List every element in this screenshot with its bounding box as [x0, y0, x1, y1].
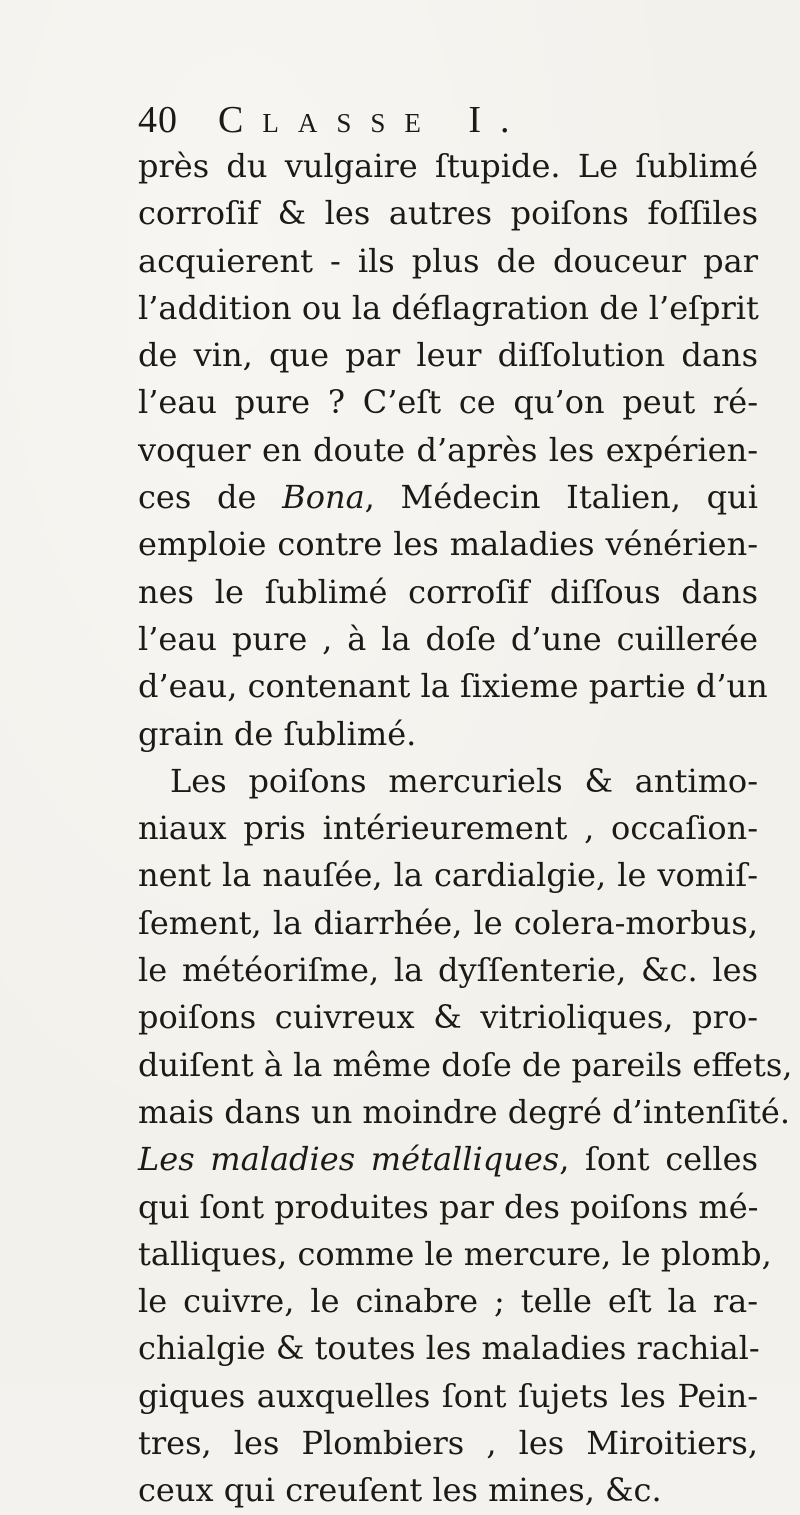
text-segment: chialgie & toutes les maladies rachial-: [138, 1329, 760, 1368]
text-line: [138, 1136, 758, 1183]
text-line: [138, 805, 758, 852]
text-line: [138, 1420, 758, 1467]
text-segment: près du vulgaire ſtupide. Le ſublimé: [138, 147, 758, 185]
text-line: [138, 900, 758, 947]
text-line: [138, 474, 758, 521]
text-line: [138, 238, 758, 285]
page-number: 40: [138, 99, 178, 141]
text-segment: l’eau pure , à la doſe d’une cuillerée: [138, 619, 758, 658]
text-line: [138, 758, 758, 805]
text-segment: niaux pris intérieurement , occaſion-: [138, 809, 758, 848]
text-segment: talliques, comme le mercure, le plomb,: [138, 1234, 772, 1273]
text-segment: ſement, la diarrhée, le colera-morbus,: [138, 903, 758, 942]
text-segment: d’eau, contenant la ſixieme partie d’un: [138, 667, 768, 706]
text-line: [138, 1325, 758, 1372]
text-line: [138, 143, 758, 190]
text-segment: le météoriſme, la dyſſenterie, &c. les: [138, 951, 758, 990]
text-line: [138, 285, 758, 332]
text-segment: ceux qui creuſent les mines, &c.: [138, 1471, 662, 1510]
text-segment: poiſons cuivreux & vitrioliques, pro-: [138, 998, 758, 1037]
text-segment: qui ſont produites par des poiſons mé-: [138, 1187, 759, 1226]
text-segment: voquer en doute d’après les expérien-: [138, 430, 758, 469]
body-text: [138, 143, 793, 1515]
text-segment: tres, les Plombiers , les Miroitiers,: [138, 1424, 758, 1463]
text-segment: l’eau pure ? C’eſt ce qu’on peut ré-: [138, 383, 758, 422]
text-line: [138, 663, 768, 710]
text-line: [138, 852, 758, 899]
text-line: [138, 1278, 758, 1325]
text-segment: grain de ſublimé.: [138, 714, 417, 753]
italic-text-segment: Les maladies métalliques: [138, 1140, 560, 1179]
running-head: Classe I.: [218, 99, 529, 141]
text-segment: giques auxquelles ſont ſujets les Pein-: [138, 1376, 758, 1415]
text-line: [138, 569, 758, 616]
text-line: [138, 521, 758, 568]
text-line: [138, 190, 758, 237]
text-line: [138, 947, 758, 994]
text-line: [138, 427, 758, 474]
text-segment: nent la nauſée, la cardialgie, le vomiſ-: [138, 856, 758, 895]
text-line: [138, 711, 758, 758]
text-segment: acquierent - ils plus de douceur par: [138, 241, 758, 280]
text-line: [138, 1467, 758, 1514]
text-segment: mais dans un moindre degré d’intenſité.: [138, 1092, 791, 1131]
text-line: [138, 994, 758, 1041]
text-line: [138, 1231, 772, 1278]
italic-text-segment: Bona: [282, 478, 365, 517]
text-line: [138, 1042, 793, 1089]
text-segment: emploie contre les maladies vénérien-: [138, 525, 758, 564]
text-segment: ces de: [138, 478, 283, 517]
page-header: [138, 98, 529, 148]
text-segment: l’addition ou la déflagration de l’eſprit: [138, 288, 759, 327]
text-segment: duiſent à la même doſe de pareils effets,: [138, 1045, 793, 1084]
text-line: [138, 616, 758, 663]
text-segment: le cuivre, le cinabre ; telle eſt la ra-: [138, 1282, 758, 1321]
text-segment: de vin, que par leur diſſolution dans: [138, 336, 758, 375]
text-segment: , Médecin Italien, qui: [364, 478, 758, 517]
text-segment: , ſont celles: [559, 1140, 759, 1179]
text-line: [138, 1373, 758, 1420]
text-segment: Les poiſons mercuriels & antimo-: [170, 761, 758, 800]
text-line: [138, 1184, 758, 1231]
text-line: [138, 1089, 791, 1136]
text-line: [138, 379, 758, 426]
text-line: [138, 332, 758, 379]
text-segment: corroſif & les autres poiſons foſſiles: [138, 194, 758, 233]
text-segment: nes le ſublimé corroſif diſſous dans: [138, 572, 758, 611]
